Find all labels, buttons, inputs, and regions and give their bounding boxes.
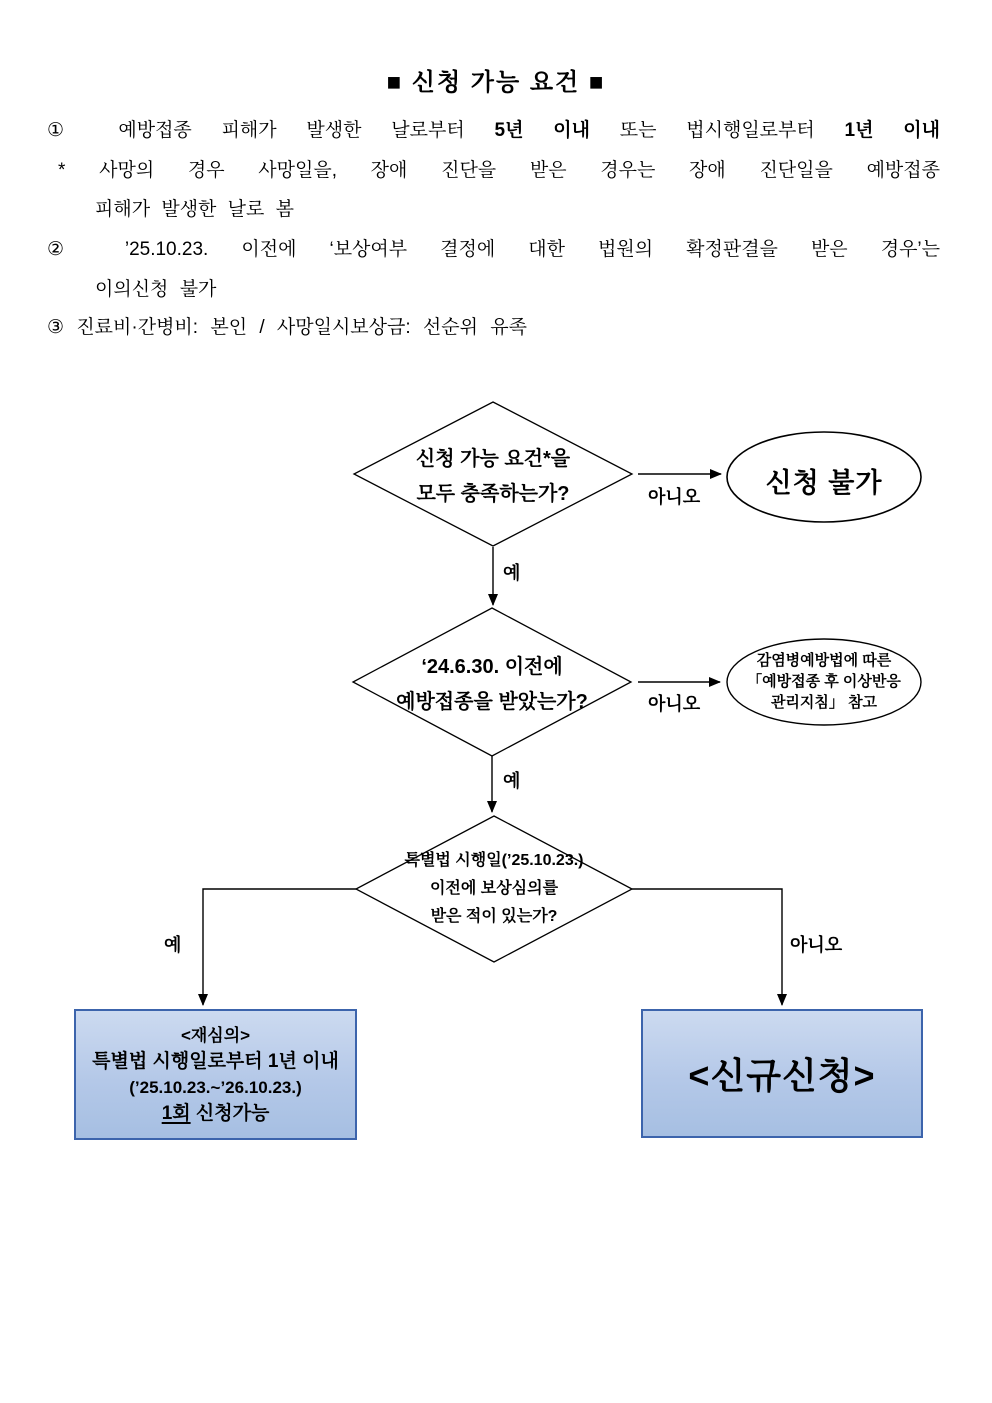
note-item-2-marker: ② <box>47 239 92 260</box>
decision-3-line-2: 이전에 보상심의를 <box>429 880 559 897</box>
edge-label-yes-2: 예 <box>503 771 521 791</box>
connector-no-3 <box>632 889 782 1005</box>
note-item-1-subnote-cont: 피해가 발생한 날로 봄 <box>95 199 295 220</box>
edge-label-yes-3: 예 <box>164 935 182 955</box>
decision-1-label <box>373 442 613 512</box>
decision-2-line-1: ‘24.6.30. 이전에 <box>421 656 563 678</box>
page-title: ■ 신청 가능 요건 ■ <box>386 69 606 96</box>
reexamination-box <box>74 1009 357 1140</box>
result-2-line-1: 감염병예방법에 따른 <box>756 652 892 669</box>
reexamination-dates: (’25.10.23.~’26.10.23.) <box>129 1077 302 1097</box>
decision-3-label <box>374 847 614 931</box>
result-2-line-2: 「예방접종 후 이상반응 <box>747 673 901 690</box>
edge-label-no-2: 아니오 <box>648 694 701 714</box>
note-item-1-bold-1: 5년 이내 <box>494 120 590 141</box>
decision-3-line-1: 특별법 시행일(’25.10.23.) <box>404 852 584 869</box>
note-item-2-text: ’25.10.23. 이전에 ‘보상여부 결정에 대한 법원의 확정판결을 받은 경우’는 <box>91 239 940 260</box>
note-subnote-marker: * <box>58 160 66 181</box>
decision-1-line-2: 모두 충족하는가? <box>416 483 570 505</box>
note-subnote-text: 사망의 경우 사망일을, 장애 진단을 받은 경우는 장애 진단일을 예방접종 <box>65 160 940 181</box>
reexamination-limit-rest: 신청가능 <box>190 1102 270 1124</box>
decision-1-line-1: 신청 가능 요건*을 <box>415 448 571 470</box>
reexamination-limit <box>162 1101 270 1127</box>
note-item-3-marker: ③ <box>47 317 65 338</box>
reexamination-limit-count: 1회 <box>161 1102 191 1124</box>
note-item-1-text-2: 또는 법시행일로부터 <box>589 120 845 141</box>
edge-label-no-3: 아니오 <box>790 935 843 955</box>
connector-yes-3 <box>203 889 356 1005</box>
note-item-2-cont: 이의신청 불가 <box>95 279 217 300</box>
edge-label-yes-1: 예 <box>503 563 521 583</box>
result-2-label <box>725 650 923 713</box>
result-2-line-3: 관리지침」 참고 <box>770 694 878 711</box>
new-application-label: <신규신청> <box>688 1055 876 1096</box>
decision-2-label <box>372 650 612 720</box>
note-item-3-text: 진료비·간병비: 본인 / 사망일시보상금: 선순위 유족 <box>64 317 527 338</box>
note-item-1-text: 예방접종 피해가 발생한 날로부터 <box>88 120 495 141</box>
note-item-1-bold-2: 1년 이내 <box>844 120 940 141</box>
decision-2-line-2: 예방접종을 받았는가? <box>396 691 588 713</box>
edge-label-no-1: 아니오 <box>648 487 701 507</box>
reexamination-period: 특별법 시행일로부터 1년 이내 <box>92 1050 339 1072</box>
result-1-label: 신청 불가 <box>765 468 883 498</box>
note-item-1-marker: ① <box>47 120 89 141</box>
reexamination-title: <재심의> <box>180 1025 251 1045</box>
new-application-box <box>641 1009 923 1138</box>
decision-3-line-3: 받은 적이 있는가? <box>430 908 558 925</box>
